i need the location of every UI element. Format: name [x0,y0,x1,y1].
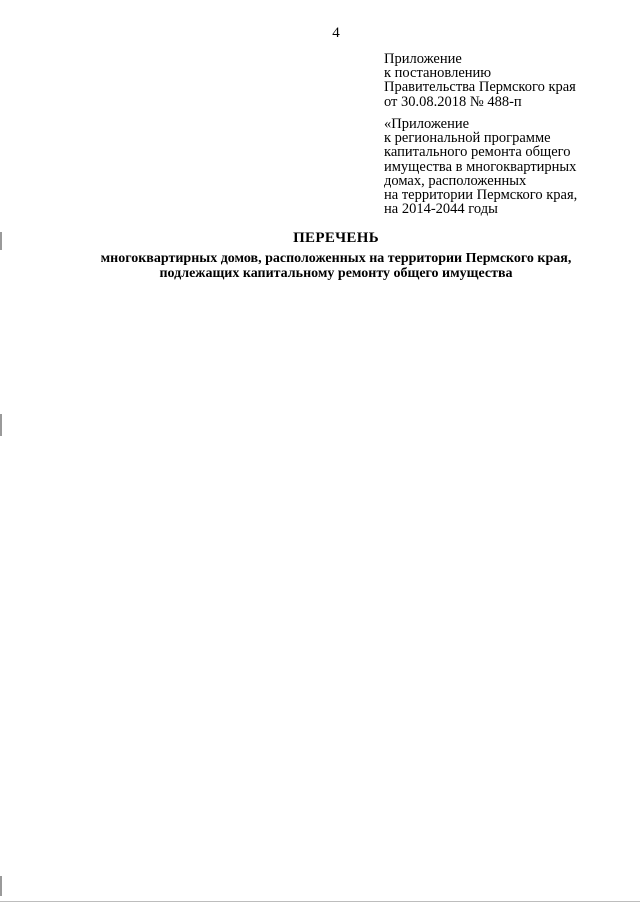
annex-header-line: Правительства Пермского края [384,79,576,96]
document-title: ПЕРЕЧЕНЬ [293,230,379,246]
annex-quote-line: имущества в многоквартирных [384,158,577,175]
annex-header [384,52,634,109]
scan-edge-mark [0,414,2,436]
annex-quote [384,117,634,216]
annex-header-line: Приложение [384,51,462,67]
document-subtitle-line: подлежащих капитальному ремонту общего имущества [159,266,513,281]
annex-quote-line: к региональной программе [384,130,551,147]
page-number: 4 [332,25,340,41]
annex-quote-line: капитального ремонта общего [384,144,571,161]
annex-quote-line: на 2014-2044 годы [384,201,498,218]
scan-edge-mark [0,232,2,250]
scan-bottom-edge [0,901,640,902]
annex-quote-line: «Приложение [384,116,470,132]
scan-edge-mark [0,876,2,896]
annex-header-line: к постановлению [384,65,492,82]
annex-quote-line: домах, расположенных [384,172,527,189]
annex-quote-line: на территории Пермского края, [384,187,578,204]
document-subtitle-line: многоквартирных домов, расположенных на территории Пермского края, [100,251,572,266]
document-subtitle [0,251,640,281]
annex-header-line: от 30.08.2018 № 488-п [384,93,522,110]
